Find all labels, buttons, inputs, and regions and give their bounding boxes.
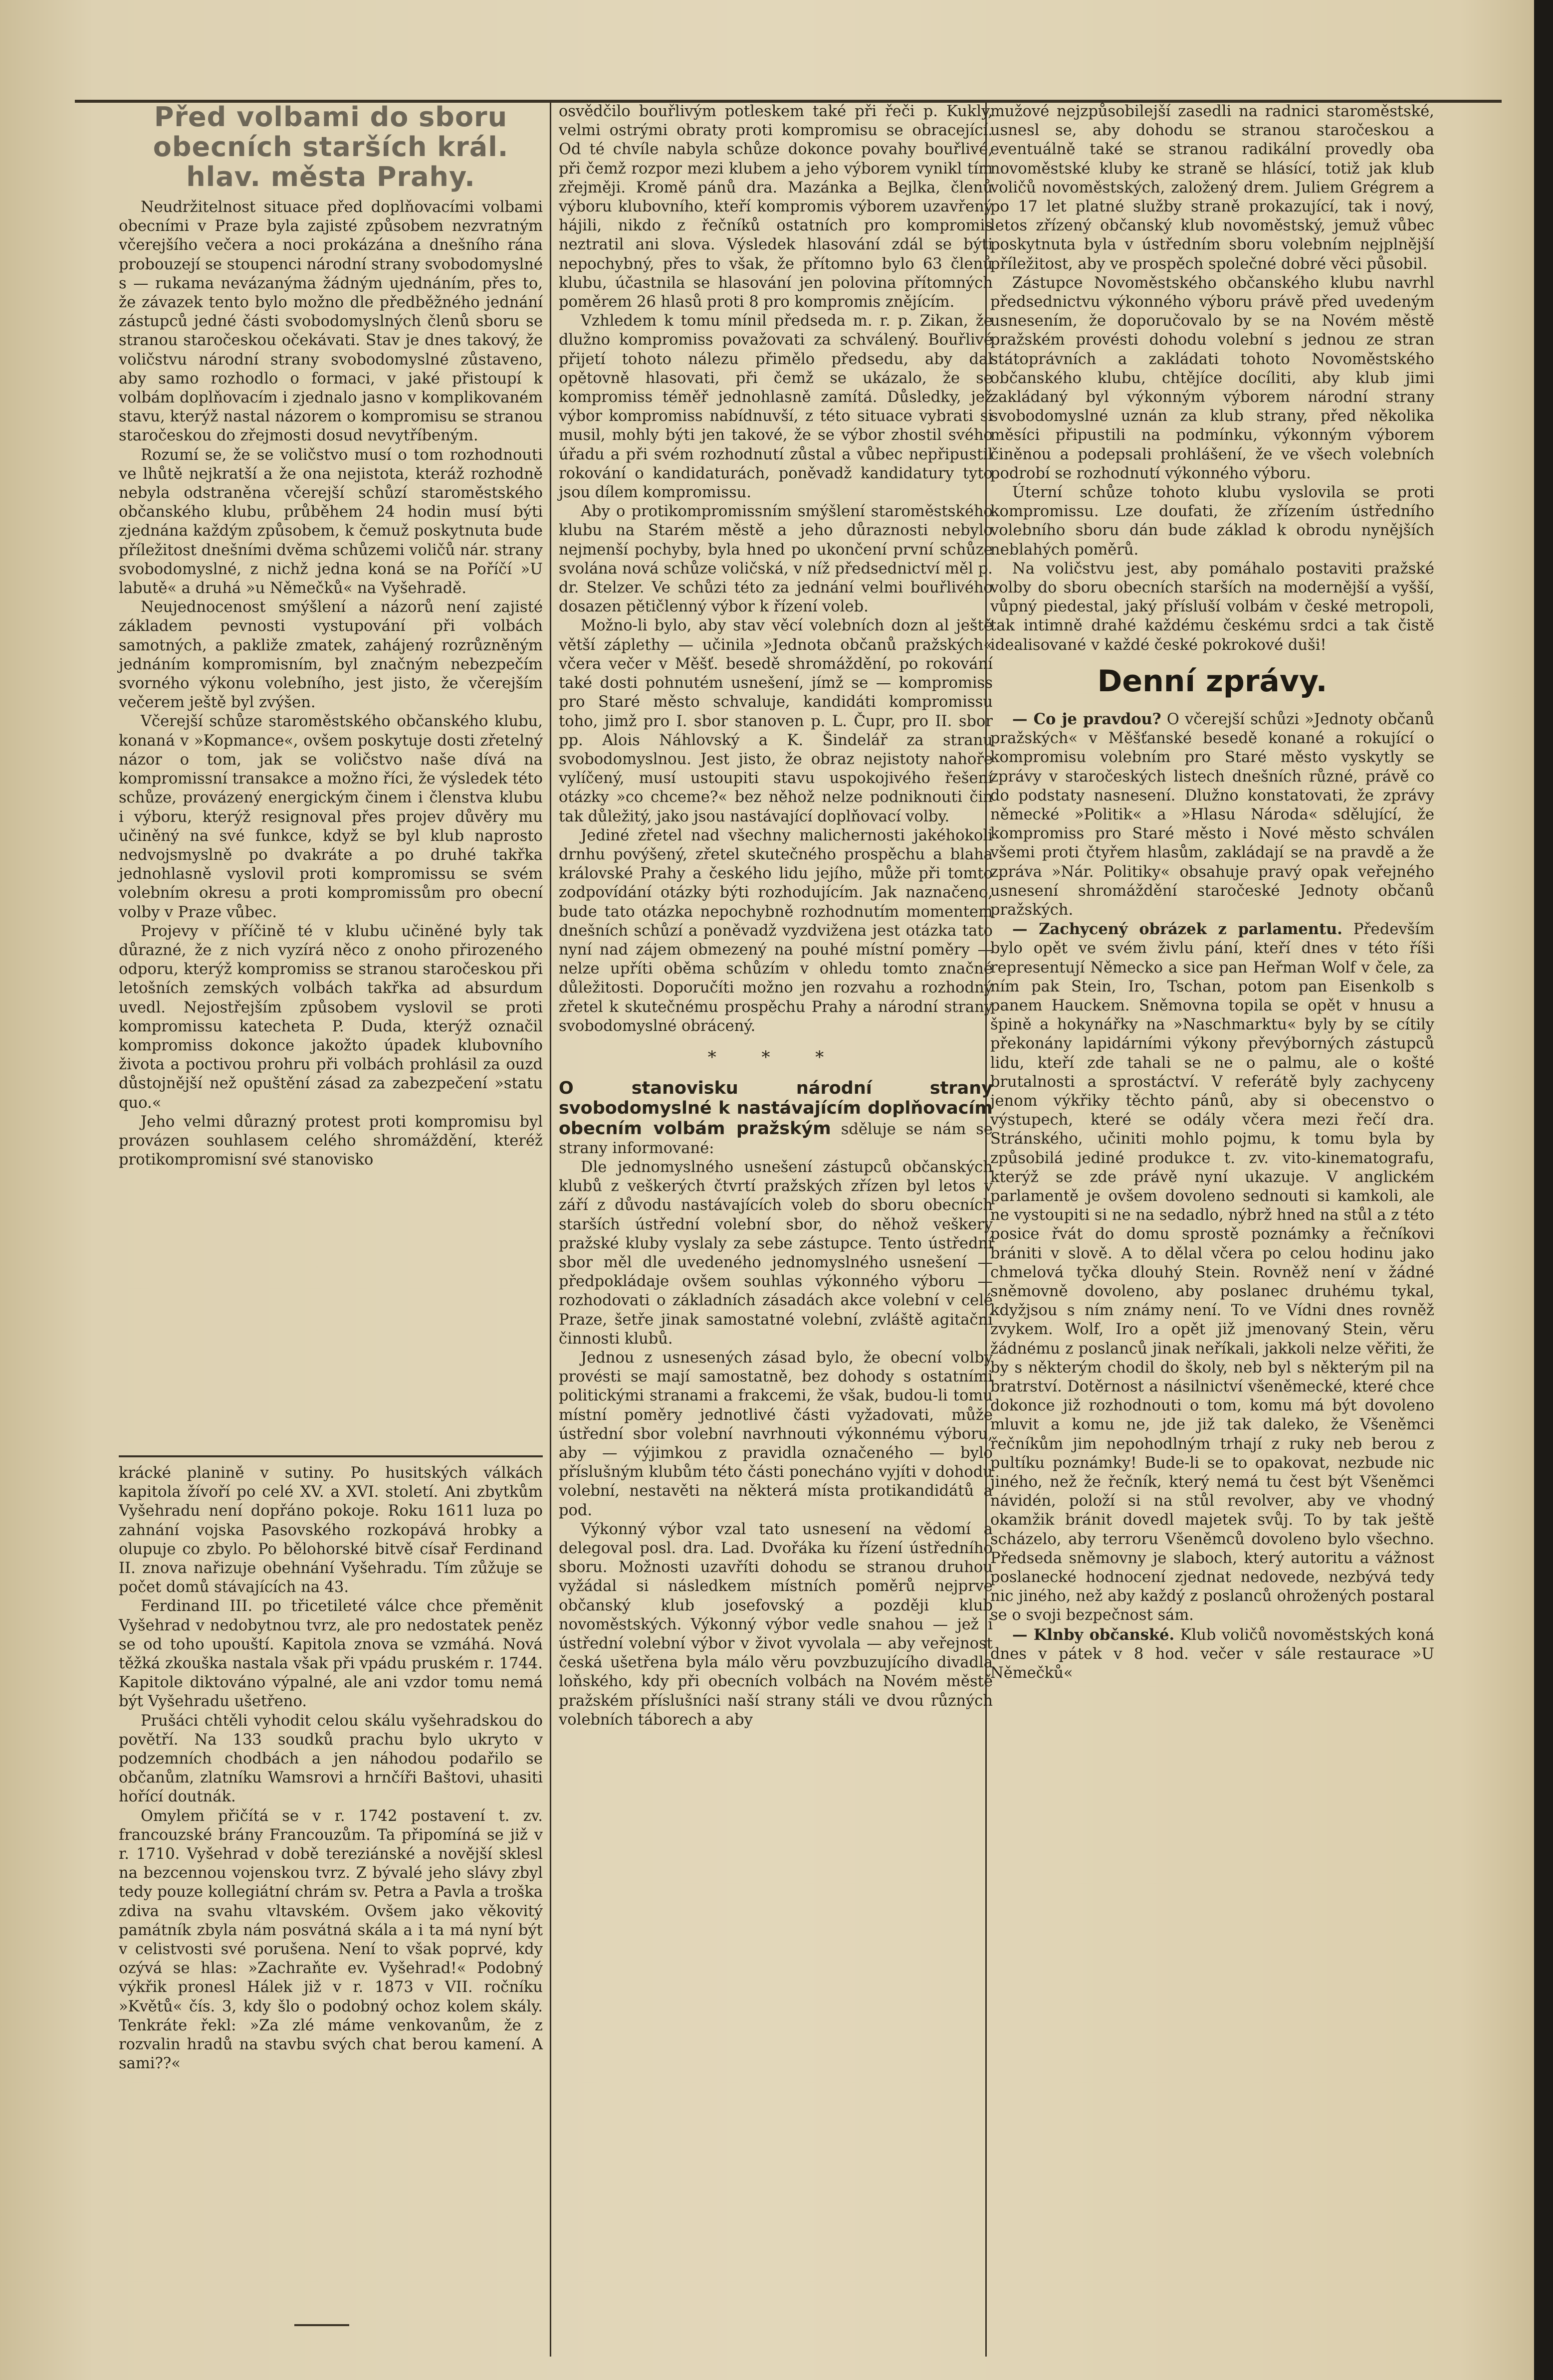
paragraph: Ferdinand III. po třicetileté válce chce přeměnit Vyšehrad v nedobytnou tvrz, ale pro nedostatek peněz se od toho upouští. Kapitola znova se vzmáhá. Nová těžká zkouška nastala však při vpádu pruském r. 1744. Kapitole diktováno výpalné, ale ani vzdor tomu nemá být Vyšehradu ušetřeno. (119, 1597, 543, 1711)
subheading: O stanovisku národní strany svobodomyslné k nastávajícím doplňovacím obecním volbám pražským (559, 1078, 993, 1139)
column-rule-1 (550, 102, 551, 2357)
column-3 (990, 102, 1434, 1683)
paragraph: Zástupce Novoměstského občanského klubu navrhl předsednictvu výkonného výboru právě před uvedeným usnesením, že doporučovalo by se na Novém městě pražském provésti dohodu volební s jednou ze stran státoprávních a zakládati tohoto Novoměstského občanského klubu, chtějíce docíliti, aby klub jimi zakládaný byl výkonným výborem národní strany svobodomyslné uznán za klub strany, před několika měsíci připustili na podmínku, výkonným výborem činěnou a podepsali prohlášení, že ve všech volebních podrobí se rozhodnutí výkonného výboru. (990, 274, 1434, 482)
news-title: — Klnby občanské. (1012, 1625, 1175, 1644)
news-item (990, 710, 1434, 920)
paragraph: Vzhledem k tomu mínil předseda m. r. p. Zikan, že dlužno kompromiss považovati za schválený. Bouřlivé přijetí tohoto nálezu přimělo předsedu, aby dal opětovně hlasovati, při čemž se ukázalo, že se kompromiss téměř jednohlasně zamítá. Důsledky, jež výbor kompromiss nabídnuvší, z této situace vybrati si musil, mohly býti jen takové, že se výbor zhostil svého úřadu a při svém rozhodnutí zůstal a vůbec nepřipustil rokování o kandidaturách, poněvadž kandidatury tyto jsou dílem kompromissu. (559, 312, 993, 502)
paragraph: Aby o protikompromissním smýšlení staroměstského klubu na Starém městě a jeho důraznosti nebylo nejmenší pochyby, byla hned po ukončení první schůze svolána nová schůze voličská, v níž předsednictví měl p. dr. Stelzer. Ve schůzi této za jednání velmi bouřlivého dosazen pětičlenný výbor k řízení voleb. (559, 503, 993, 616)
paragraph: Možno-li bylo, aby stav věcí volebních dozn al ještě větší záplethy — učinila »Jednota občanů pražských« včera večer v Měšť. besedě shromáždění, po rokování také dosti pohnutém usnešení, jímž se — kompromiss pro Staré město schvaluje, kandidáti kompromissu toho, jimž pro I. sbor stanoven p. L. Čupr, pro II. sbor pp. Alois Náhlovský a K. Šindelář za stranu svobodomyslnou. Jest jisto, že obraz nejistoty nahoře vylíčený, musí ustoupiti stavu uspokojivého řešení otázky »co chceme?« bez něhož nelze podniknouti čin tak důležitý, jako jsou nastávající doplňovací volby. (559, 617, 993, 825)
paragraph: osvědčilo bouřlivým potleskem také při řeči p. Kukly, velmi ostrými obraty proti kompromisu se obracející. Od té chvíle nabyla schůze dokonce povahy bouřlivé, při čemž rozpor mezi klubem a jeho výborem vynikl tím zřejměji. Kromě pánů dra. Mazánka a Bejlka, členů výboru klubovního, kteří kompromis výborem uzavřený hájili, nikdo z řečníků ostatních pro kompromis neztratil ani slova. Výsledek hlasování zdál se býti nepochybný, přes to však, že přítomno bylo 63 členů klubu, účastnila se hlasování jen polovina přítomných poměrem 26 hlasů proti 8 pro kompromis znějícím. (559, 103, 993, 311)
paragraph: Omylem přičítá se v r. 1742 postavení t. zv. francouzské brány Francouzům. Ta připomíná se již v r. 1710. Vyšehrad v době tereziánské a novější sklesl na bezcennou vojenskou tvrz. Z bývalé jeho slávy zbyl tedy pouze kollegiátní chrám sv. Petra a Pavla a troška zdiva na svahu vltavském. Ovšem jako věkovitý památník zbyla nám posvátná skála a i ta má nyní být v celistvosti své porušena. Není to však poprvé, kdy ozývá se hlas: »Zachraňte ev. Vyšehrad!« Podobný výkřik pronesl Hálek již v r. 1873 v VII. ročníku »Květů« čís. 3, kdy šlo o podobný ochoz kolem skály. Tenkráte řekl: »Za zlé máme venkovanům, že z rozvalin hradů na stavbu svých chat berou kamení. A sami??« (119, 1807, 543, 2073)
subheading-tail: sděluje se nám se strany informované: (559, 1120, 993, 1157)
paragraph: Neujednocenost smýšlení a názorů není zajisté základem pevnosti vystupování při volbách samotných, a pakliže zmatek, zahájený rozrůzněným jednáním kompromisním, byl značným nebezpečím svorného výkonu volebního, jest jisto, že včerejším večerem ještě byl zvýšen. (119, 598, 543, 712)
paragraph: Výkonný výbor vzal tato usnesení na vědomí a delegoval posl. dra. Lad. Dvořáka ku řízení ústředního sboru. Možnosti uzavříti dohodu se stranou druhou vyžádal si následkem místních poměrů nejprve občanský klub josefovský a později klub novoměstských. Výkonný výbor vedle snahou — jež i ústřední volební výbor v život vyvolala — aby veřejnost česká ušetřena byla málo věru povzbuzujícího divadla loňského, kdy při obecních volbách na Novém městě pražském příslušníci naší strany stáli ve dvou různých volebních táborech a aby (559, 1520, 993, 1729)
paragraph: krácké planině v sutiny. Po husitských válkách kapitola žívoří po celé XV. a XVI. století. Ani zbytkům Vyšehradu není dopřáno pokoje. Roku 1611 luza po zahnání vojska Pasovského rozkopává hrobky a olupuje co zbylo. Po bělohorské bitvě císař Ferdinand II. znova nařizuje obehnání Vyšehradu. Tím zůžuje se počet domů stávajících na 43. (119, 1464, 543, 1596)
subheading-paragraph (559, 1079, 993, 1158)
paragraph: Dle jednomyslného usnešení zástupců občanských klubů z veškerých čtvrtí pražských zřízen byl letos v září z důvodu nastávajících voleb do sboru obecních starších ústřední volební sbor, do něhož veškery pražské kluby vyslaly za sebe zástupce. Tento ústřední sbor měl dle uvedeného jednomyslného usnešení — předpokládaje ovšem souhlas výkonného výboru — rozhodovati o základních zásadách akce volební v celé Praze, šetře jinak samostatné volební, zvláště agitační činnosti klubů. (559, 1158, 993, 1348)
news-item (990, 920, 1434, 1625)
column-1-lower (119, 1464, 543, 2074)
end-rule (294, 2324, 349, 2326)
paragraph: Jediné zřetel nad všechny malichernosti jakéhokoli drnhu povýšený, zřetel skutečného prospěchu a blaha královské Prahy a českého lidu jejího, může při tomto zodpovídání otázky býti rozhodujícím. Jak naznačeno, bude tato otázka nepochybně rozhodnutím momentem dnešních schůzí a poněvadž vyzdvižena jest otázka tato nyní nad zájem obmezený na pouhé místní poměry — nelze upříti oběma schůzím v ohledu tomto značné důležitosti. Doporučíti možno jen rozvahu a rozhodný zřetel k skutečnému prospěchu Prahy a národní strany svobodomyslné obrácený. (559, 826, 993, 1035)
paragraph: Na voličstvu jest, aby pomáhalo postaviti pražské volby do sboru obecních starších na modernější a vyšší, vůpný piedestal, jaký přísluší volbám v české metropoli, tak intimně drahé každému českému srdci a tak čistě idealisované v každé české pokrokové duši! (990, 560, 1434, 654)
paragraph: Včerejší schůze staroměstského občanského klubu, konaná v »Kopmance«, ovšem poskytuje dosti zřetelný názor o tom, jak se voličstvo naše dívá na kompromissní transakce a možno říci, že výsledek této schůze, provázený energickým činem i členstva klubu i výboru, kterýž resignoval přes projev důvěry mu učiněný na své funkce, když se byl klub naprosto nedvojsmyslně po dvakráte a po druhé takřka jednohlasně vyslovil proti kompromissu se svém volebním okresu a proti kompromissům pro obecní volby v Praze vůbec. (119, 713, 543, 921)
paragraph: Prušáci chtěli vyhodit celou skálu vyšehradskou do povětří. Na 133 soudků prachu bylo ukryto v podzemních chodbách a jen náhodou podařilo se občanům, zlatníku Wamsrovi a hrnčíři Baštovi, uhasiti hořící doutnák. (119, 1712, 543, 1806)
paragraph: Jednou z usnesených zásad bylo, že obecní volby provésti se mají samostatně, bez dohody s ostatními politickými stranami a frakcemi, že však, budou-li tomu místní poměry jednotlivé části vyžadovati, může ústřední sbor volební navrhnouti výkonnému výboru, aby — výjimkou z pravidla označeného — bylo příslušným klubům této části ponecháno vyjíti v dohodu volební, nestavěti na některá místa protikandidátů a pod. (559, 1349, 993, 1519)
news-title: — Zachycený obrázek z parlamentu. (1012, 920, 1342, 939)
feuilleton-rule (119, 1455, 543, 1457)
paragraph: Projevy v příčině té v klubu učiněné byly tak důrazné, že z nich vyzírá něco z onoho přirozeného odporu, kterýž kompromiss se stranou staročeskou při letošních zemských volbách takřka ad absurdum uvedl. Nejostřejším způsobem vyslovil se proti kompromissu katecheta P. Duda, kterýž označil kompromiss dokonce jakožto úpadek klubovního života a poctivou prohru při volbách prohlásil za ouzd důstojnější než opuštění zásad za zabezpečení »statu quo.« (119, 922, 543, 1112)
paragraph: Rozumí se, že se voličstvo musí o tom rozhodnouti ve lhůtě nejkratší a že ona nejistota, kteráž rozhodně nebyla odstraněna včerejší schůzí staroměstského občanského klubu, průběhem 24 hodin musí býti zjednána každým způsobem, k čemuž poskytnuta bude příležitost dnešními dvěma schůzemi voličů nár. strany svobodomyslné, z nichž jedna koná se na Poříčí »U labutě« a druhá »u Němečků« na Vyšehradě. (119, 446, 543, 597)
column-1 (119, 102, 543, 1170)
column-2 (559, 102, 993, 1730)
news-text: O včerejší schůzi »Jednoty občanů pražských« v Měšťanské besedě konané a rokující o kompromisu volebním pro Staré město vyskytly se zprávy v staročeských listech dnešních různé, právě co do podstaty nasnesení. Dlužno konstatovati, že zprávy německé »Politik« a »Hlasu Národa« sdělující, že kompromiss pro Staré město i Nové město schválen všemi proti čtyřem hlasům, zakládají se na pravdě a že zpráva »Nár. Politiky« obsahuje pravý opak veřejného usnesení shromáždění staročeské Jednoty občanů pražských. (990, 710, 1434, 919)
news-item (990, 1625, 1434, 1683)
paragraph: Neudržitelnost situace před doplňovacími volbami obecními v Praze byla zajisté způsobem nezvratným včerejšího večera a noci prokázána a dnešního rána probouzejí se stoupenci národní strany svobodomyslné s — rukama nevázanýma žádným ujednáním, přes to, že závazek tento bylo možno dle předběžného jednání zástupců jedné části svobodomyslných členů sboru se stranou staročeskou očekávati. Stav je dnes takový, že voličstvu národní strany svobodomyslné zůstaveno, aby samo rozhodlo o formaci, v jaké přistoupí k volbám doplňovacím i zjednalo jasno v komplikovaném stavu, kterýž nastal názorem o kompromisu se stranou staročeskou do zřejmosti dosud nevytříbeným. (119, 198, 543, 445)
news-text: Klub voličů novoměstských koná dnes v pátek v 8 hod. večer v sále restaurace »U Němečků« (990, 1626, 1434, 1682)
headline: Před volbami do sboru obecních starších král. hlav. města Prahy. (153, 101, 509, 193)
paragraph: Úterní schůze tohoto klubu vyslovila se proti kompromissu. Lze doufati, že zřízením ústředního volebního sboru dán bude základ k obrodu nynějších neblahých poměrů. (990, 484, 1434, 559)
paragraph: mužové nejzpůsobilejší zasedli na radnici staroměstské, usnesl se, aby dohodu se stranou staročeskou a eventuálně také se stranou radikální provedly oba novoměstské kluby ke straně se hlásící, totiž jak klub voličů novoměstských, založený drem. Juliem Grégrem a po 17 let platné služby straně prokazující, tak i nový, letos zřízený občanský klub novoměstský, jemuž vůbec poskytnuta byla v ústředním sboru volebním nejplnější příležitost, aby ve prospěch společné dobré věci působil. (990, 103, 1434, 273)
section-divider-stars: * * * (707, 1047, 844, 1067)
news-text: Především bylo opět ve svém živlu pání, kteří dnes v této říši representují Německo a sice pan Heřman Wolf v čele, za ním pak Stein, Iro, Tschan, potom pan Eisenkolb s panem Hauckem. Sněmovna topila se opět v hnusu a špině a hokynářky na »Naschmarktu« byly by se cítily překonány lapidárními výkony převýborných zástupců lidu, kteří zde tahali se ne o palmu, ale o košté brutalnosti a sprostáctví. V referátě byly zachyceny jenom výkřiky těchto pánů, aby si obecenstvo o výstupech, které se odály včera mezi řečí dra. Stránského, učiniti mohlo pojmu, k tomu byla by způsobilá jediné produkce t. zv. vito-kinematografu, kterýž se zde právě nyní ukazuje. V anglickém parlamentě je ovšem dovoleno sednouti si kamkoli, ale ne vystoupiti si ne na sedadlo, nýbrž hned na stůl a z této posice řvát do domu sprostě poznámky a řečníkovi brániti v slově. A to dělal včera po celou hodinu jako chmelová tyčka dlouhý Stein. Rovněž není v žádné sněmovně dovoleno, aby poslanec druhému tykal, kdyžjsou s ním známy není. To ve Vídni dnes rovněž zvykem. Wolf, Iro a opět již jmenovaný Stein, věru žádnému z poslanců jinak neříkali, jakkoli nelze věřiti, že by s některým chodil do školy, neb byl s některým pil na bratrství. Dotěrnost a násilnictví všeněmecké, které chce dokonce již rozhodnouti o tom, komu má být dovoleno mluvit a komu ne, jde již tak daleko, že Všeněmci řečníkům jim nepohodlným trhají z ruky neb berou z pultíku poznámky! Bude-li se to opakovat, nezbude nic jiného, než že řečník, který nemá tu čest být Všeněmci návidén, položí si na stůl revolver, aby ve vhodný okamžik bránit dovedl majetek svůj. To by tak ještě scházelo, aby terroru Všeněmců dovoleno bylo všechno. Předseda sněmovny je slaboch, který autoritu a vážnost poslanecké hodnocení zjednat nedovede, nezbývá tedy nic jiného, než aby každý z poslanců ohrožených postaral se o svoji bezpečnost sám. (990, 921, 1434, 1624)
scan-edge (1534, 0, 1553, 2380)
news-title: — Co je pravdou? (1012, 710, 1161, 728)
paragraph: Jeho velmi důrazný protest proti kompromisu byl provázen souhlasem celého shromáždění, kteréž protikompromisní své stanovisko (119, 1113, 543, 1169)
section-title: Denní zprávy. (1097, 663, 1328, 699)
